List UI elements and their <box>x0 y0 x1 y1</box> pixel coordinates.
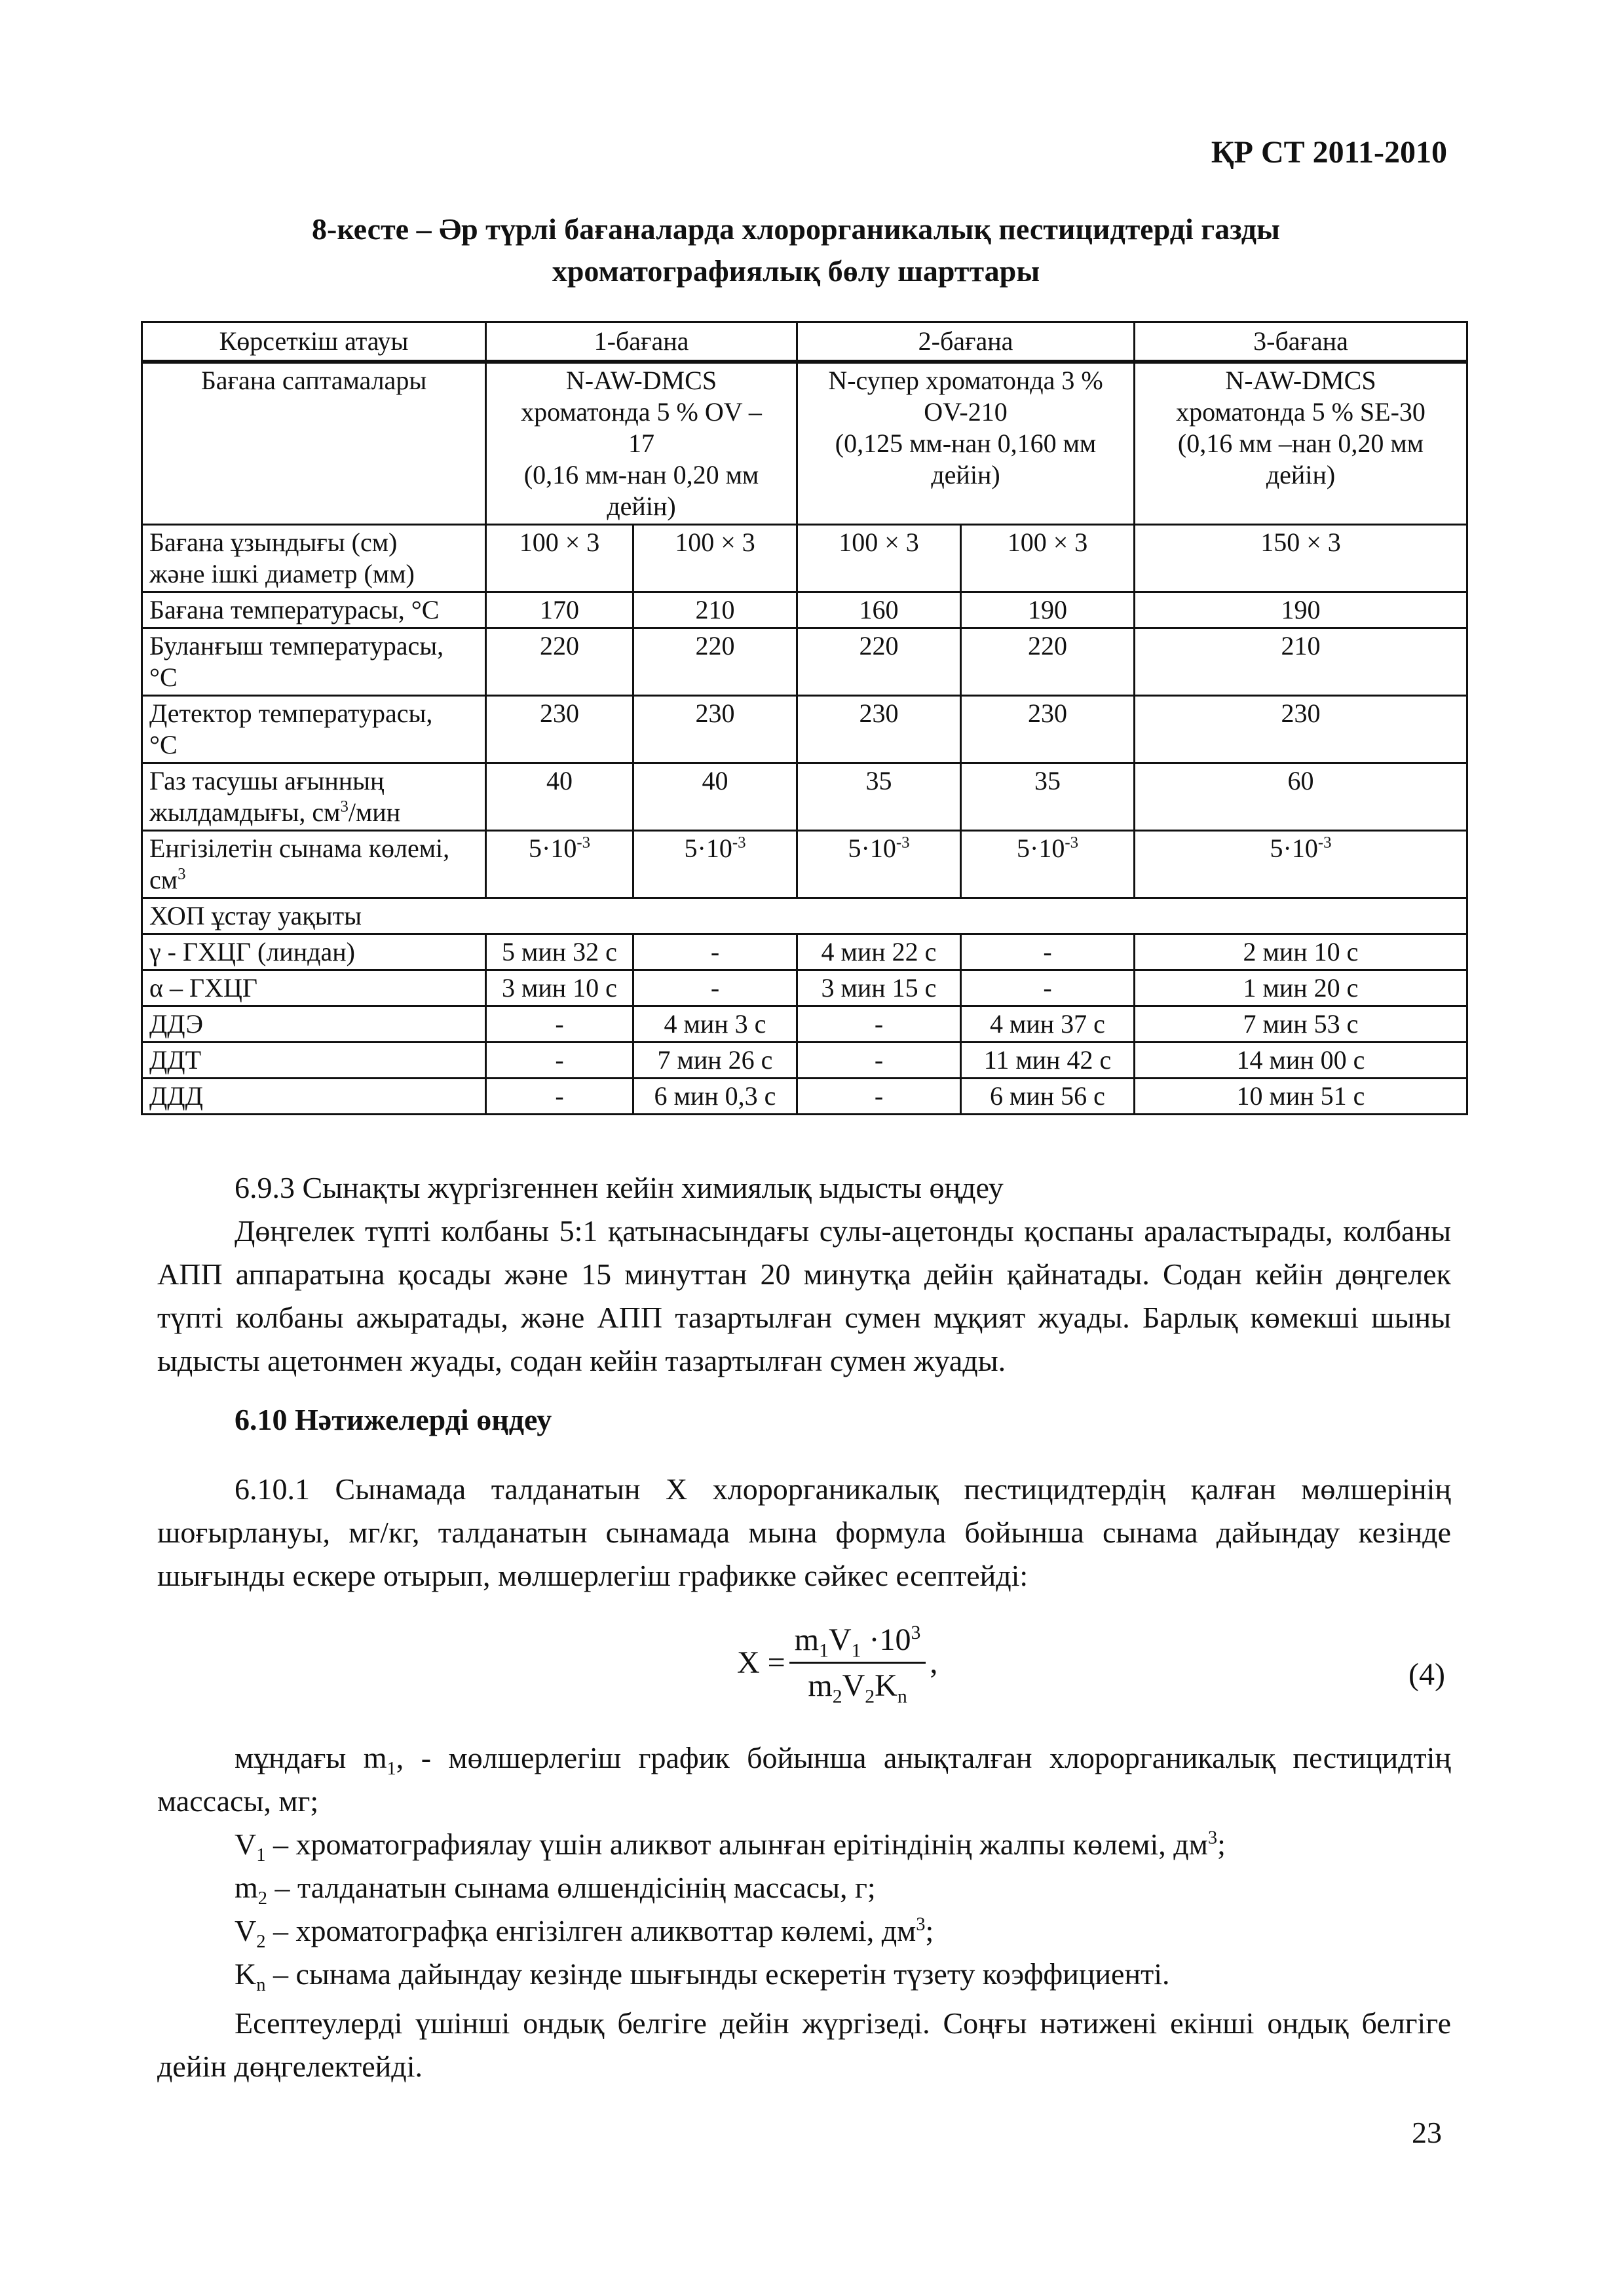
header-indicator: Көрсеткіш атауы <box>142 322 486 362</box>
cell <box>1135 831 1467 898</box>
label-line <box>149 797 478 828</box>
label-text: см <box>149 865 178 894</box>
def-text: – хроматографқа енгізілген аликвоттар көлемі, дм <box>265 1914 916 1947</box>
cell: 3 мин 15 с <box>797 970 961 1006</box>
cell: 230 <box>797 696 961 763</box>
formula-denominator: $m_2V_2K_n$ <box>808 1668 907 1708</box>
header-column-1: 1-бағана <box>486 322 797 362</box>
definition-v2 <box>157 1909 1451 1953</box>
table-row <box>142 362 1467 525</box>
cell: 190 <box>1135 592 1467 628</box>
cell <box>797 831 961 898</box>
cell: 1 мин 20 с <box>1135 970 1467 1006</box>
header-column-3: 3-бағана <box>1135 322 1467 362</box>
table-caption <box>164 208 1428 292</box>
cell: 220 <box>961 628 1135 696</box>
cell-line: хроматонда 5 % SE-30 <box>1176 397 1426 427</box>
cell-line: OV-210 <box>924 397 1008 427</box>
def-subscript: 1 <box>256 1845 266 1866</box>
cell <box>486 831 633 898</box>
cell: - <box>797 1006 961 1043</box>
table-row <box>142 763 1467 831</box>
cell: 230 <box>1135 696 1467 763</box>
def-symbol: V <box>235 1827 257 1861</box>
section-heading-6-10: 6.10 Нәтижелерді өңдеу <box>235 1403 552 1436</box>
label-line <box>149 864 478 896</box>
row-label <box>142 696 486 763</box>
value-base: 5·10 <box>848 833 896 863</box>
table-row <box>142 934 1467 970</box>
row-label <box>142 525 486 592</box>
gc-conditions-table <box>141 321 1468 1115</box>
caption-line-1: 8-кесте – Әр түрлі бағаналарда хлорорганикалық пестицидтерді газды <box>312 212 1280 246</box>
cell: 60 <box>1135 763 1467 831</box>
cell: 230 <box>633 696 797 763</box>
label-superscript: 3 <box>340 797 349 816</box>
def-subscript: 2 <box>257 1888 268 1909</box>
def-symbol: K <box>235 1957 257 1991</box>
cell <box>961 831 1135 898</box>
cell: 160 <box>797 592 961 628</box>
def-text: , - мөлшерлегіш график бойынша анықталған хлорорганикалық пестицидтің массасы, мг; <box>157 1741 1451 1818</box>
table-row <box>142 1079 1467 1115</box>
cell: 3 мин 10 с <box>486 970 633 1006</box>
label-line: Бағана ұзындығы (см) <box>149 527 398 557</box>
cell: 100 × 3 <box>486 525 633 592</box>
row-label: Бағана температурасы, °С <box>142 592 486 628</box>
row-label: ДДД <box>142 1079 486 1115</box>
cell-line: N-AW-DMCS <box>1225 366 1376 395</box>
def-subscript: 1 <box>387 1759 396 1780</box>
definition-kn <box>157 1953 1451 1996</box>
cell: 4 мин 22 с <box>797 934 961 970</box>
row-label: ДДЭ <box>142 1006 486 1043</box>
value-exponent: -3 <box>576 833 590 852</box>
table-row <box>142 1043 1467 1079</box>
cell: - <box>633 970 797 1006</box>
value-base: 5·10 <box>1017 833 1065 863</box>
paragraph: Есептеулерді үшінші ондық белгіге дейін жүргізеді. Соңғы нәтижені екінші ондық белгіге дейін дөңгелектейді. <box>157 2006 1451 2083</box>
def-superscript: 3 <box>916 1914 926 1935</box>
cell-line: 17 <box>628 429 654 458</box>
table-row <box>142 898 1467 934</box>
cell: 100 × 3 <box>961 525 1135 592</box>
cell: - <box>486 1043 633 1079</box>
label-line: °С <box>149 730 178 759</box>
label-text: жылдамдығы, см <box>149 797 341 827</box>
row-label: Бағана саптамалары <box>142 362 486 525</box>
retention-time-label: ХОП ұстау уақыты <box>142 898 1467 934</box>
cell: 2 мин 10 с <box>1135 934 1467 970</box>
def-prefix: мұндағы <box>235 1741 347 1774</box>
header-column-2: 2-бағана <box>797 322 1135 362</box>
cell: 7 мин 26 с <box>633 1043 797 1079</box>
label-line: Детектор температурасы, <box>149 698 433 728</box>
value-base: 5·10 <box>529 833 577 863</box>
cell: 4 мин 37 с <box>961 1006 1135 1043</box>
caption-line-2: хроматографиялық бөлу шарттары <box>552 254 1040 288</box>
label-line: Енгізілетін сынама көлемі, <box>149 833 450 863</box>
cell-line: дейін) <box>607 491 676 521</box>
value-exponent: -3 <box>732 833 746 852</box>
value-exponent: -3 <box>1317 833 1332 852</box>
cell: 210 <box>1135 628 1467 696</box>
table-row <box>142 592 1467 628</box>
cell: 220 <box>486 628 633 696</box>
formula <box>737 1622 938 1708</box>
cell: - <box>961 934 1135 970</box>
def-symbol: m <box>235 1871 258 1904</box>
cell: 6 мин 56 с <box>961 1079 1135 1115</box>
cell-line: хроматонда 5 % OV – <box>521 397 762 427</box>
closing-paragraph <box>157 2002 1451 2088</box>
row-label: α – ГХЦГ <box>142 970 486 1006</box>
section-6-10-1 <box>157 1468 1451 1598</box>
cell <box>797 362 1135 525</box>
def-symbol: V <box>235 1914 257 1947</box>
paragraph: 6.10.1 Сынамада талданатын Х хлорорганикалық пестицидтердің қалған мөлшерінің шоғырлануы, мг/кг, талданатын сынамада мына формула бойынша сынама дайындау кезінде шығынды ескере отырып, мөлшерлегіш графикке сәйкес есептейді: <box>157 1472 1451 1592</box>
cell-line: N-супер хроматонда 3 % <box>828 366 1103 395</box>
cell: 7 мин 53 с <box>1135 1006 1467 1043</box>
page-number: 23 <box>1412 2116 1442 2149</box>
cell: 5 мин 32 с <box>486 934 633 970</box>
cell: 40 <box>633 763 797 831</box>
def-end: ; <box>925 1914 934 1947</box>
table-row <box>142 525 1467 592</box>
section-title: 6.9.3 Сынақты жүргізгеннен кейін химиялық ыдысты өңдеу <box>235 1171 1004 1204</box>
table-row <box>142 1006 1467 1043</box>
cell: 35 <box>797 763 961 831</box>
cell: - <box>486 1079 633 1115</box>
cell <box>1135 362 1467 525</box>
cell: 210 <box>633 592 797 628</box>
def-subscript: 2 <box>256 1932 266 1953</box>
cell-line: (0,16 мм-нан 0,20 мм <box>523 460 759 489</box>
value-exponent: -3 <box>896 833 910 852</box>
row-label: ДДТ <box>142 1043 486 1079</box>
cell: 100 × 3 <box>797 525 961 592</box>
def-text: – талданатын сынама өлшендісінің массасы, г; <box>267 1871 876 1904</box>
formula-lhs: X = <box>737 1645 785 1680</box>
cell: - <box>961 970 1135 1006</box>
row-label: γ - ГХЦГ (линдан) <box>142 934 486 970</box>
cell <box>633 831 797 898</box>
cell: 40 <box>486 763 633 831</box>
value-exponent: -3 <box>1065 833 1078 852</box>
table-row <box>142 970 1467 1006</box>
def-text: – сынама дайындау кезінде шығынды ескеретін түзету коэффициенті. <box>265 1957 1170 1991</box>
value-base: 5·10 <box>684 833 732 863</box>
cell: 220 <box>797 628 961 696</box>
formula-trailing-comma: , <box>930 1645 938 1680</box>
cell: 10 мин 51 с <box>1135 1079 1467 1115</box>
cell: 230 <box>486 696 633 763</box>
cell: - <box>797 1043 961 1079</box>
label-superscript: 3 <box>178 865 186 883</box>
table-header-row <box>142 322 1467 362</box>
paragraph: Дөңгелек түпті колбаны 5:1 қатынасындағы сулы-ацетонды қоспаны араластырады, колбаны АПП аппаратына қосады және 15 минуттан 20 минутқа дейін қайнатады. Содан кейін дөңгелек түпті колбаны ажыратады, және АПП тазартылған сумен мұқият жуады. Барлық көмекші шыны ыдысты ацетонмен жуады, содан кейін тазартылған сумен жуады. <box>157 1214 1451 1377</box>
value-base: 5·10 <box>1270 833 1318 863</box>
cell: - <box>797 1079 961 1115</box>
cell-line: дейін) <box>931 460 1000 489</box>
definition-v1 <box>157 1823 1451 1866</box>
def-end: ; <box>1217 1827 1226 1861</box>
formula-numerator: $m_1V_1 \cdot 10^3$ <box>789 1622 926 1664</box>
cell-line: (0,16 мм –нан 0,20 мм <box>1177 429 1424 458</box>
cell: 150 × 3 <box>1135 525 1467 592</box>
cell-line: дейін) <box>1266 460 1336 489</box>
table-row <box>142 628 1467 696</box>
label-line: Буланғыш температурасы, <box>149 631 444 660</box>
section-6-9-3 <box>157 1166 1451 1383</box>
cell <box>486 362 797 525</box>
label-line: және ішкі диаметр (мм) <box>149 559 415 588</box>
cell: 220 <box>633 628 797 696</box>
equation-number: (4) <box>1408 1657 1445 1692</box>
standard-code: ҚР СТ 2011-2010 <box>1211 135 1447 170</box>
cell: - <box>486 1006 633 1043</box>
cell: 230 <box>961 696 1135 763</box>
cell-line: (0,125 мм-нан 0,160 мм <box>835 429 1097 458</box>
label-text: /мин <box>348 797 401 827</box>
def-text: – хроматографиялау үшін аликвот алынған ерітіндінің жалпы көлемі, дм <box>265 1827 1208 1861</box>
definitions <box>157 1736 1451 1996</box>
table-row <box>142 696 1467 763</box>
row-label <box>142 628 486 696</box>
def-superscript: 3 <box>1207 1827 1218 1848</box>
table-row <box>142 831 1467 898</box>
def-symbol: m <box>363 1741 387 1774</box>
cell: 6 мин 0,3 с <box>633 1079 797 1115</box>
def-subscript: n <box>256 1975 266 1996</box>
row-label <box>142 831 486 898</box>
cell: 100 × 3 <box>633 525 797 592</box>
cell: 190 <box>961 592 1135 628</box>
cell-line: N-AW-DMCS <box>565 366 717 395</box>
cell: 35 <box>961 763 1135 831</box>
definition-m2 <box>157 1866 1451 1909</box>
cell: 14 мин 00 с <box>1135 1043 1467 1079</box>
formula-fraction <box>789 1622 926 1708</box>
cell: 11 мин 42 с <box>961 1043 1135 1079</box>
row-label <box>142 763 486 831</box>
label-line: °С <box>149 662 178 692</box>
cell: 170 <box>486 592 633 628</box>
cell: - <box>633 934 797 970</box>
definition-m1 <box>157 1736 1451 1823</box>
cell: 4 мин 3 с <box>633 1006 797 1043</box>
label-line: Газ тасушы ағынның <box>149 766 385 795</box>
